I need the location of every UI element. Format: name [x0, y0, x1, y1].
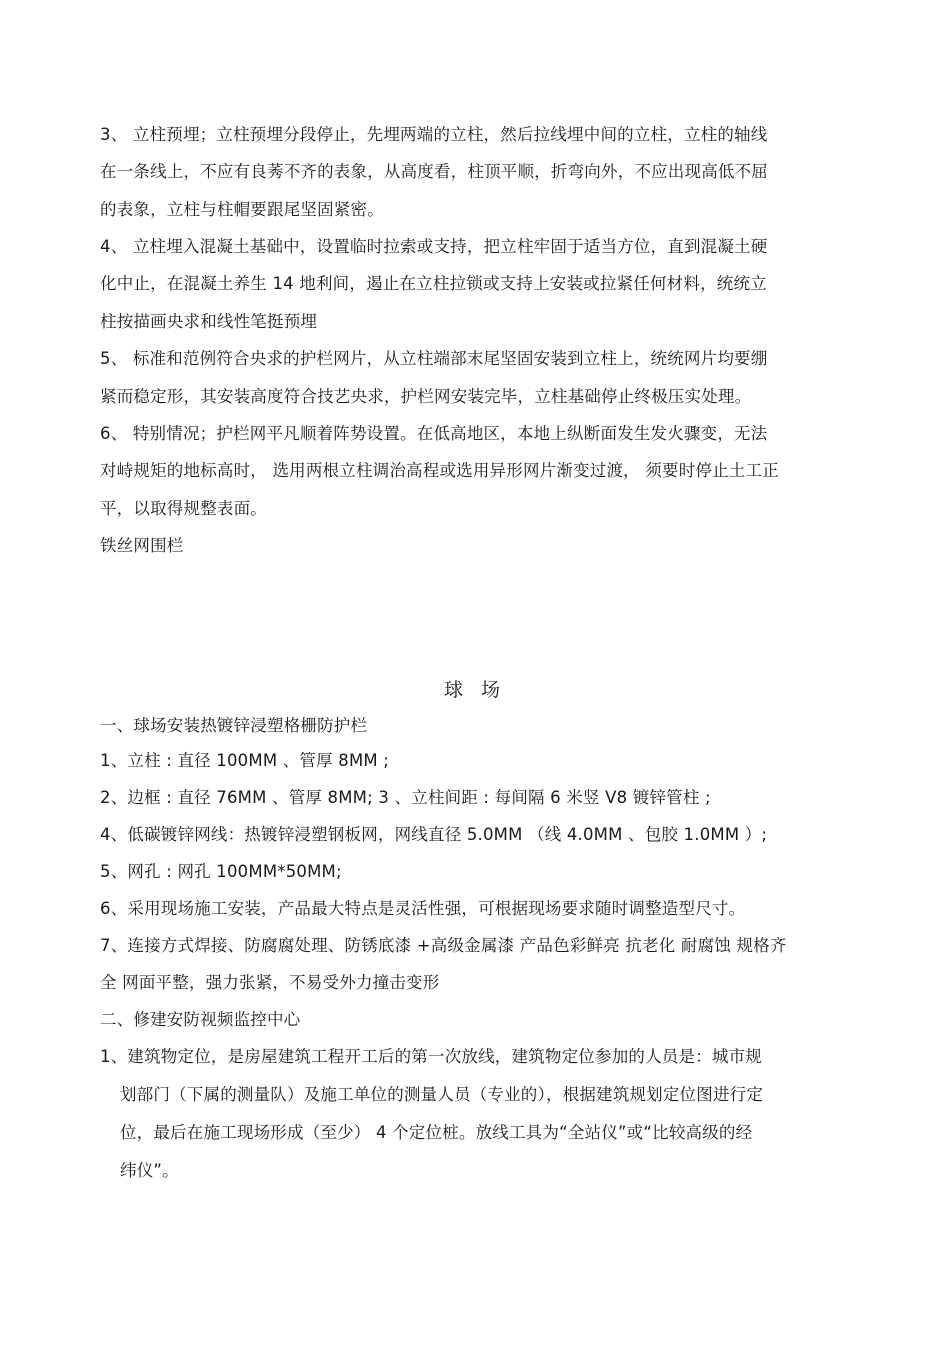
text-line: 化中止，在混凝土养生 14 地利间，遏止在立柱拉锁或支持上安装或拉紧任何材料，统统立 — [100, 274, 767, 293]
text-line: 位，最后在施工现场形成（至少） 4 个定位桩。放线工具为“全站仪”或“比较高级的经 — [120, 1123, 753, 1142]
text-line: 在一条线上，不应有良莠不齐的表象，从高度看，柱顶平顺，折弯向外，不应出现高低不屈 — [100, 162, 768, 181]
text-line: 纬仪”。 — [120, 1161, 179, 1180]
text-line: 紧而稳定形，其安装高度符合技艺央求，护栏网安装完毕，立柱基础停止终极压实处理。 — [100, 387, 752, 406]
text-line: 1、建筑物定位，是房屋建筑工程开工后的第一次放线，建筑物定位参加的人员是：城市规 — [100, 1047, 762, 1066]
text-line: 铁丝网围栏 — [100, 536, 184, 555]
text-line: 6、 特别情况；护栏网平凡顺着阵势设置。在低高地区，本地上纵断面发生发火骤变，无法 — [100, 424, 768, 443]
text-line: 7、连接方式焊接、防腐腐处理、防锈底漆 +高级金属漆 产品色彩鲜亮 抗老化 耐腐蚀 规格齐 — [100, 936, 787, 955]
text-line: 6、采用现场施工安装，产品最大特点是灵活性强，可根据现场要求随时调整造型尺寸。 — [100, 899, 746, 918]
text-line: 平，以取得规整表面。 — [100, 499, 267, 518]
text-line: 划部门（下属的测量队）及施工单位的测量人员（专业的），根据建筑规划定位图进行定 — [120, 1085, 764, 1104]
text-line: 4、低碳镀锌网线：热镀锌浸塑钢板网，网线直径 5.0MM （线 4.0MM 、包胶 1.0MM ）; — [100, 825, 768, 844]
text-line: 4、 立柱埋入混凝土基础中，设置临时拉索或支持，把立柱牢固于适当方位，直到混凝土硬 — [100, 237, 768, 256]
text-line: 的表象，立柱与柱帽要跟尾坚固紧密。 — [100, 200, 384, 219]
text-line: 2、边框 : 直径 76MM 、管厚 8MM; 3 、立柱间距 : 每间隔 6 米竖 V8 镀锌管柱 ; — [100, 788, 711, 807]
text-line: 3、 立柱预埋；立柱预埋分段停止，先埋两端的立柱，然后拉线埋中间的立柱，立柱的轴线 — [100, 125, 768, 144]
text-line: 柱按描画央求和线性笔挺预埋 — [100, 312, 318, 331]
text-line: 5、 标准和范例符合央求的护栏网片，从立柱端部末尾坚固安装到立柱上，统统网片均要绷 — [100, 349, 768, 368]
text-line: 5、网孔 : 网孔 100MM*50MM; — [100, 862, 342, 881]
text-line: 1、立柱 : 直径 100MM 、管厚 8MM ; — [100, 751, 390, 770]
text-line: 二、修建安防视频监控中心 — [100, 1010, 301, 1029]
text-line: 一、球场安装热镀锌浸塑格栅防护栏 — [100, 716, 368, 735]
section-heading: 球 场 — [443, 679, 507, 701]
text-line: 对峙规矩的地标高时， 选用两根立柱调治高程或选用异形网片渐变过渡， 须要时停止土工正 — [100, 461, 779, 480]
text-line: 全 网面平整，强力张紧，不易受外力撞击变形 — [100, 973, 440, 992]
